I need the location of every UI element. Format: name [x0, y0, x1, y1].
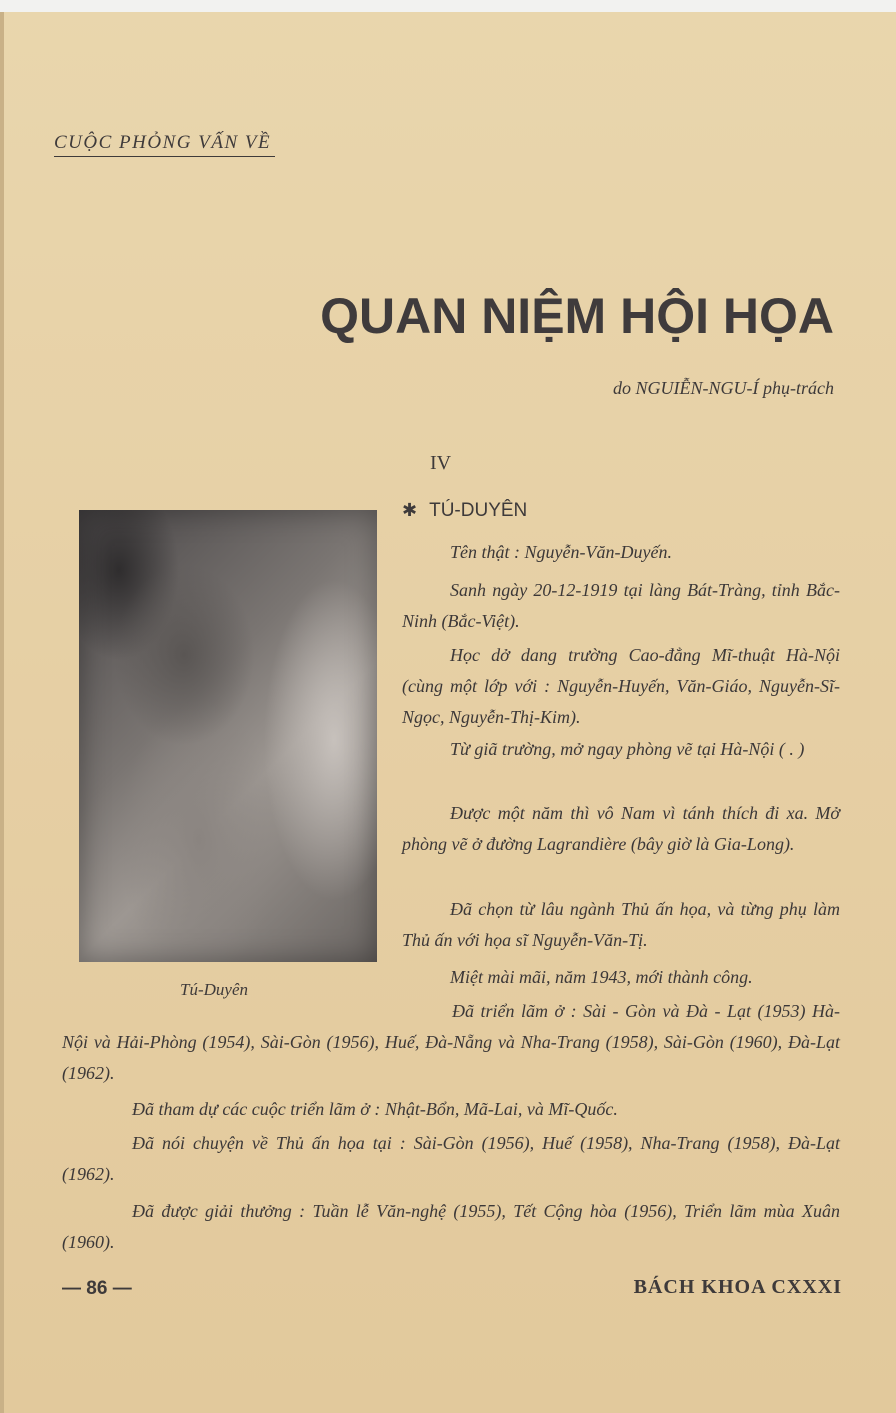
paragraph-real-name: Tên thật : Nguyễn-Văn-Duyến.	[450, 542, 672, 562]
paragraph-success: Miệt mài mãi, năm 1943, mới thành công.	[450, 967, 753, 987]
paragraph-education: Học dở dang trường Cao-đẳng Mĩ-thuật Hà-Nội (cùng một lớp với : Nguyễn-Huyến, Văn-Giáo, Nguyễn-Sĩ-Ngọc, Nguyễn-Thị-Kim).	[402, 645, 840, 727]
photo-caption: Tú-Duyên	[180, 980, 248, 999]
paragraph-move-south: Được một năm thì vô Nam vì tánh thích đi xa. Mở phòng vẽ ở đường Lagrandière (bây giờ là Gia-Long).	[402, 803, 840, 854]
paragraph-exhibitions: Đã triển lãm ở : Sài - Gòn và Đà - Lạt (1953) Hà-Nội và Hải-Phòng (1954), Sài-Gòn (1956), Huế, Đà-Nẵng và Nha-Trang (1958), Sài-Gòn (1960), Đà-Lạt (1962).	[62, 1001, 840, 1083]
paragraph-birth: Sanh ngày 20-12-1919 tại làng Bát-Tràng, tỉnh Bắc-Ninh (Bắc-Việt).	[402, 580, 840, 631]
paragraph-talks: Đã nói chuyện về Thủ ấn họa tại : Sài-Gòn (1956), Huế (1958), Nha-Trang (1958), Đà-Lạt (1962).	[62, 1133, 840, 1184]
section-number: IV	[430, 452, 452, 474]
article-title: QUAN NIỆM HỘI HỌA	[320, 288, 834, 344]
paragraph-woodcut: Đã chọn từ lâu ngành Thủ ấn họa, và từng phụ làm Thủ ấn với họa sĩ Nguyễn-Văn-Tị.	[402, 899, 840, 950]
page-number: — 86 —	[62, 1278, 132, 1299]
magazine-issue: BÁCH KHOA CXXXI	[633, 1276, 842, 1298]
artist-name-heading	[402, 500, 527, 522]
series-heading: CUỘC PHỎNG VẤN VỀ	[54, 132, 275, 157]
artist-name: TÚ-DUYÊN	[429, 500, 528, 521]
asterisk-icon: ✱	[402, 500, 418, 520]
article-byline: do NGUIỄN-NGU-Í phụ-trách	[613, 378, 834, 398]
artist-portrait-photo	[79, 510, 377, 962]
paragraph-awards: Đã được giải thưởng : Tuần lễ Văn-nghệ (1955), Tết Cộng hòa (1956), Triển lãm mùa Xuân (1960).	[62, 1201, 840, 1252]
paragraph-international: Đã tham dự các cuộc triển lãm ở : Nhật-Bổn, Mã-Lai, và Mĩ-Quốc.	[132, 1099, 618, 1119]
paragraph-first-studio: Từ giã trường, mở ngay phòng vẽ tại Hà-Nội ( . )	[450, 739, 805, 759]
